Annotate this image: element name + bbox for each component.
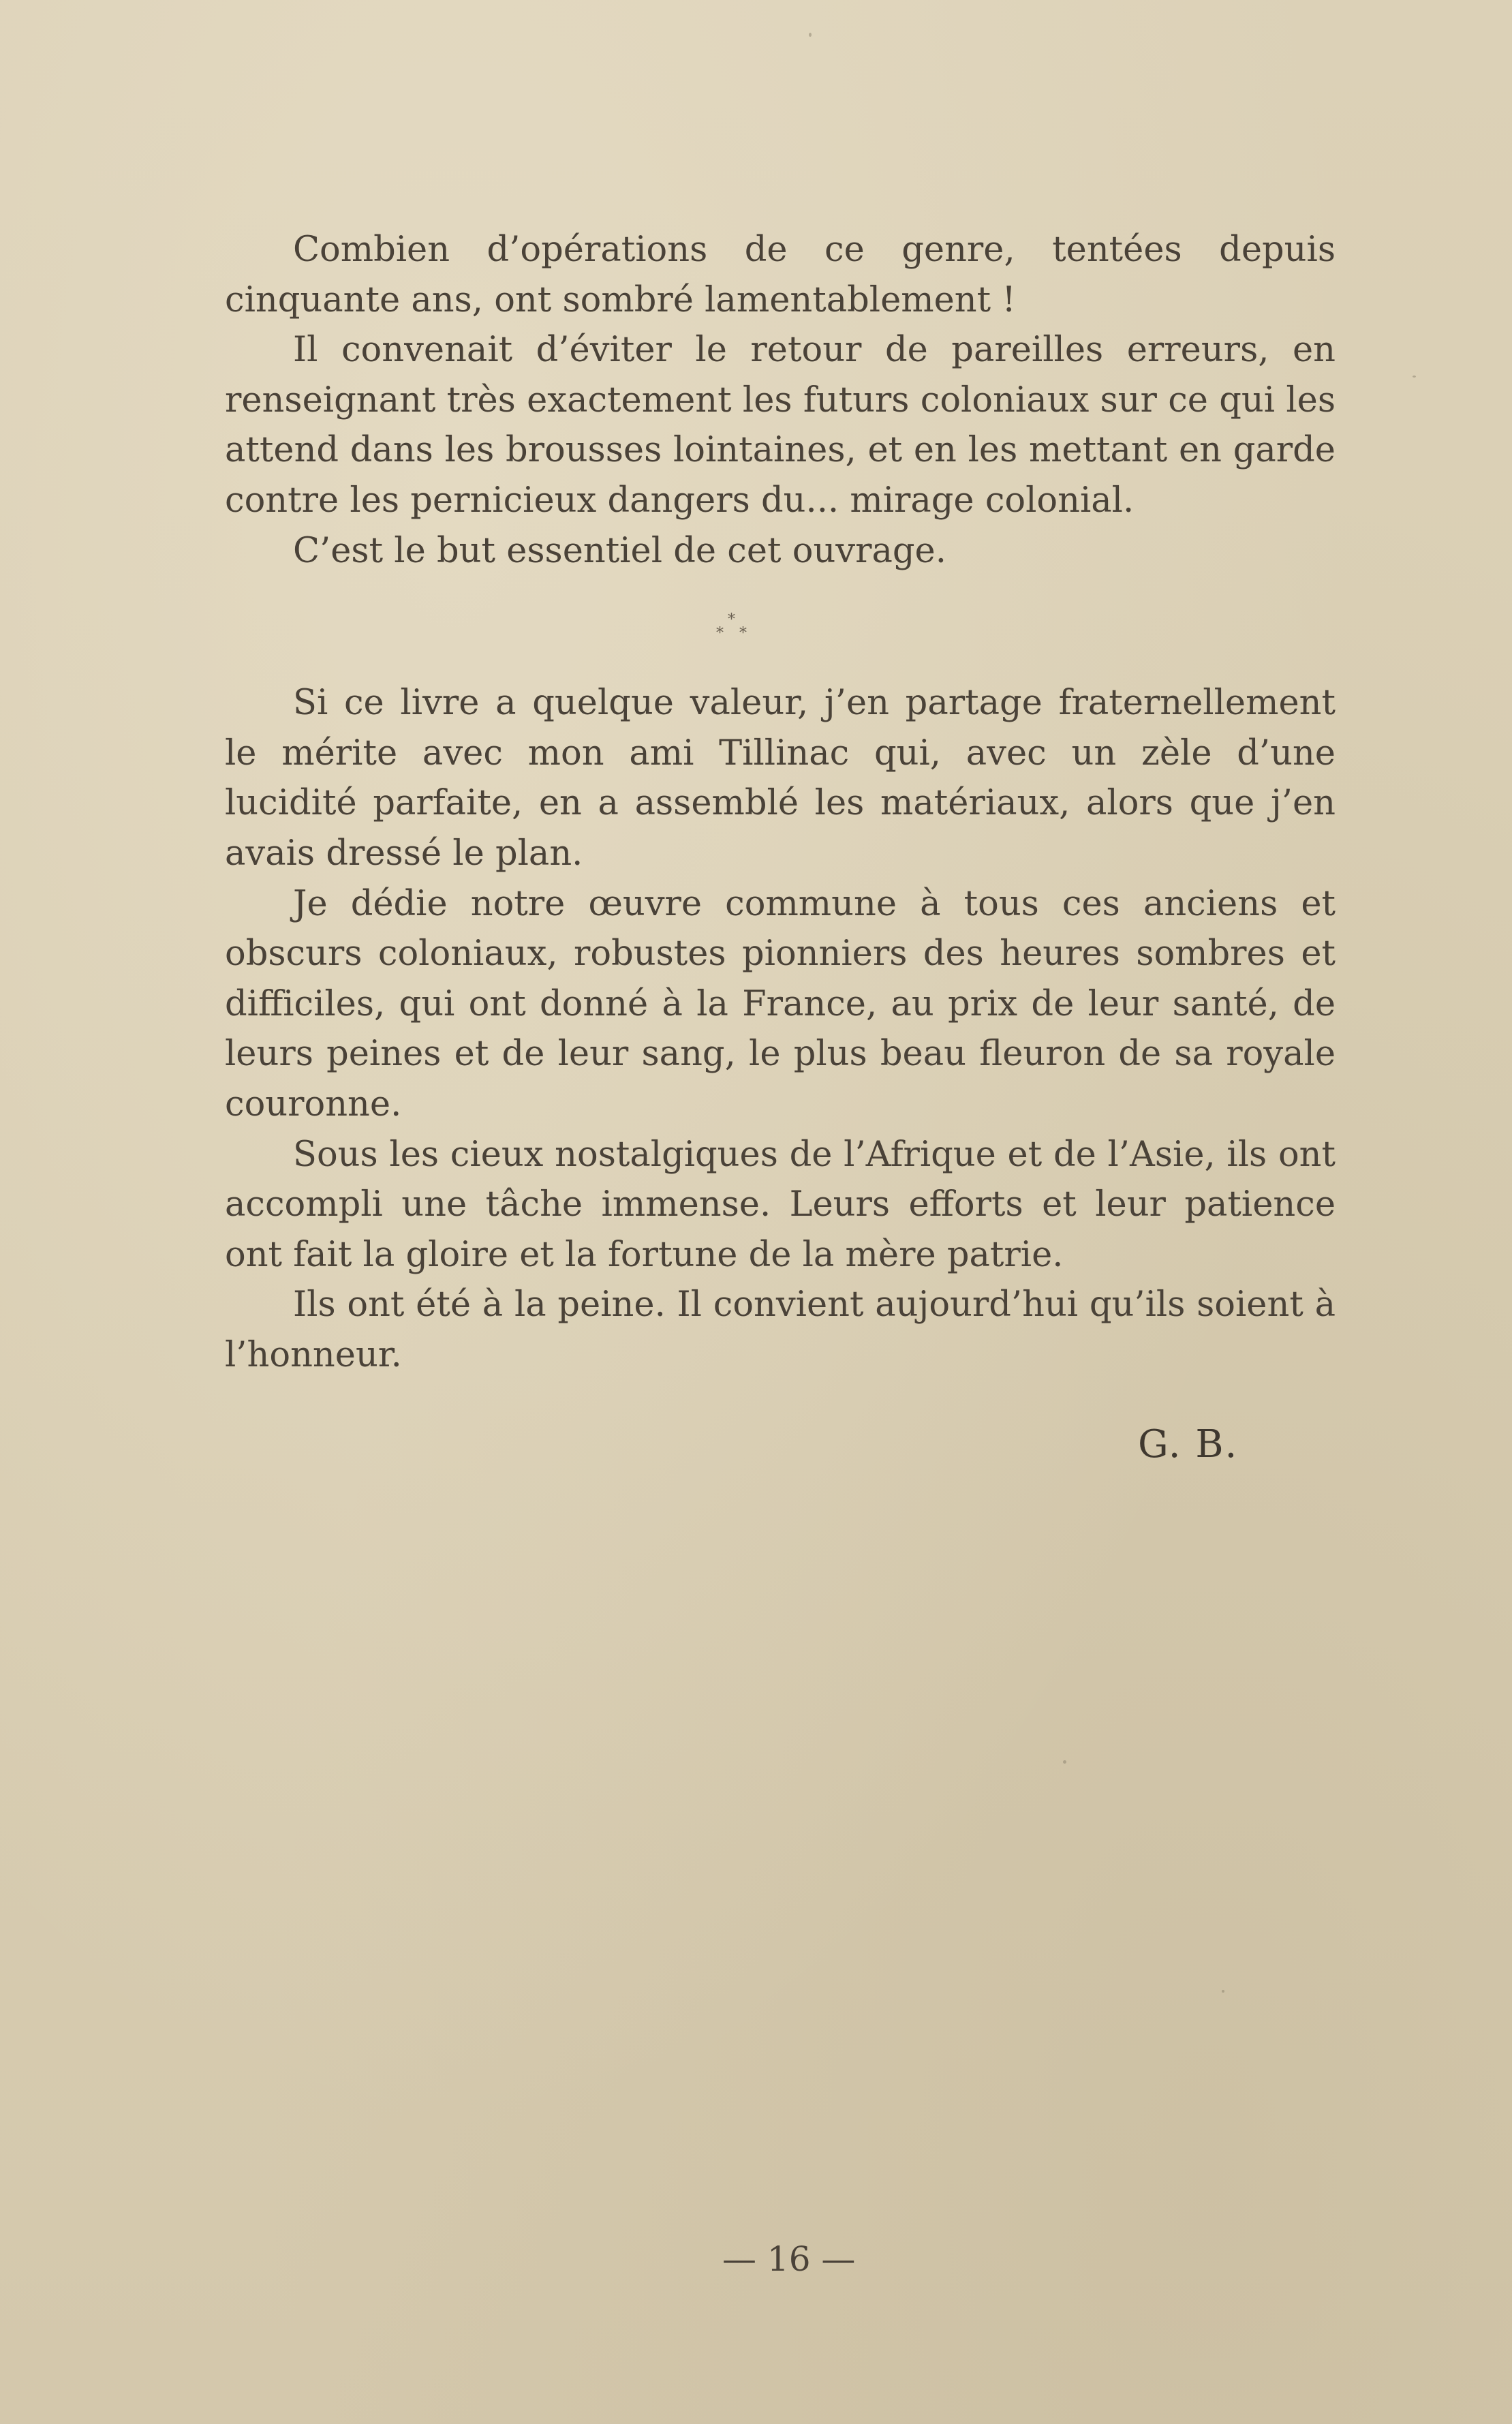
page-number: — 16 — (722, 2239, 856, 2279)
separator-star-left: * (716, 625, 724, 643)
paper-speck (1413, 375, 1416, 378)
text-block (225, 225, 1336, 1380)
paper-speck (809, 33, 812, 37)
paragraph-1: Combien d’opérations de ce genre, tentées depuis cinquante ans, ont sombré lamentablement ! (225, 230, 1336, 320)
paragraph-2: Il convenait d’éviter le retour de pareilles erreurs, en renseignant très exactement les futurs coloniaux sur ce qui les attend dans les brousses lointaines, et en les mettant en garde contre les pernicieux dangers du... mirage colonial. (225, 330, 1336, 521)
paragraph-5: Je dédie notre œuvre commune à tous ces anciens et obscurs coloniaux, robustes pionniers des heures sombres et difficiles, qui ont donné à la France, au prix de leur santé, de leurs peines et de leur sang, le plus beau fleuron de sa royale couronne. (225, 883, 1336, 1124)
section-separator (225, 576, 1336, 678)
separator-star-right: * (739, 625, 747, 643)
paragraph-4: Si ce livre a quelque valeur, j’en partage fraternellement le mérite avec mon ami Tillinac qui, avec un zèle d’une lucidité parfaite, en a assemblé les matériaux, alors que j’en avais dressé le plan. (225, 683, 1336, 874)
paper-speck (1063, 1760, 1066, 1764)
paragraph-3: C’est le but essentiel de cet ouvrage. (293, 530, 946, 571)
author-signature: G. B. (1138, 1422, 1239, 1467)
paragraph-6: Sous les cieux nostalgiques de l’Afrique et de l’Asie, ils ont accompli une tâche immense. Leurs efforts et leur patience ont fait la gloire et la fortune de la mère patrie. (225, 1134, 1336, 1275)
separator-star-top: * (728, 611, 735, 629)
paper-speck (1222, 1990, 1224, 1993)
paragraph-7: Ils ont été à la peine. Il convient aujourd’hui qu’ils soient à l’honneur. (225, 1285, 1336, 1375)
